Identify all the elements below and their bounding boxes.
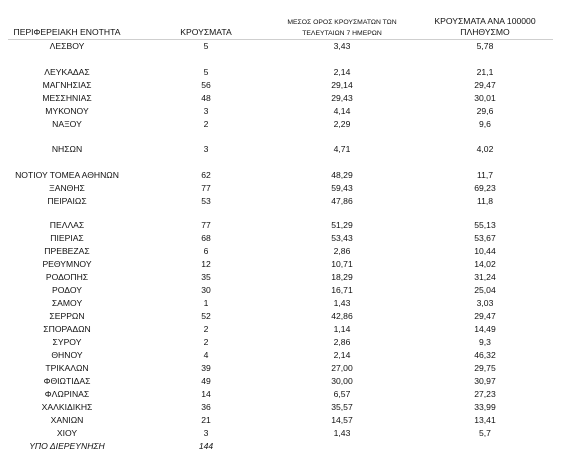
cell-per-100000: 29,75	[474, 363, 496, 373]
cell-region: ΛΕΣΒΟΥ	[49, 41, 85, 51]
cell-per-100000: 29,6	[476, 106, 494, 116]
cell-per-100000: 31,24	[474, 272, 496, 282]
cell-avg-7-days: 16,71	[331, 285, 353, 295]
cell-region: ΘΗΝΟΥ	[51, 350, 83, 360]
cell-cases: 2	[203, 337, 209, 347]
cell-avg-7-days: 53,43	[331, 233, 353, 243]
cell-avg-7-days: 4,14	[333, 106, 351, 116]
header-avg	[272, 17, 412, 39]
cell-cases: 49	[201, 376, 211, 386]
cell-cases: 3	[203, 144, 209, 154]
cell-cases: 68	[201, 233, 211, 243]
cell-per-100000: 30,97	[474, 376, 496, 386]
cell-per-100000: 13,41	[474, 415, 496, 425]
cell-avg-7-days: 59,43	[331, 183, 353, 193]
cell-region: ΠΕΙΡΑΙΩΣ	[47, 196, 87, 206]
table-row	[0, 362, 561, 374]
cell-avg-7-days: 42,86	[331, 311, 353, 321]
header-cases: ΚΡΟΥΣΜΑΤΑ	[180, 27, 232, 37]
cell-cases: 48	[201, 93, 211, 103]
cell-region: ΥΠΟ ΔΙΕΡΕΥΝΗΣΗ	[29, 441, 105, 451]
cell-per-100000: 29,47	[474, 311, 496, 321]
cell-per-100000: 14,02	[474, 259, 496, 269]
cell-avg-7-days: 1,43	[333, 428, 351, 438]
table-row	[0, 440, 561, 452]
header-avg-line1: ΜΕΣΟΣ ΟΡΟΣ ΚΡΟΥΣΜΑΤΩΝ ΤΩΝ	[287, 19, 397, 26]
cell-cases: 2	[203, 119, 209, 129]
cell-region: ΡΕΘΥΜΝΟΥ	[42, 259, 92, 269]
table-row	[0, 232, 561, 244]
cell-region: ΣΑΜΟΥ	[51, 298, 83, 308]
cell-cases: 12	[201, 259, 211, 269]
cell-cases: 144	[198, 441, 214, 451]
cell-cases: 4	[203, 350, 209, 360]
cell-avg-7-days: 2,86	[333, 337, 351, 347]
cell-region: ΠΙΕΡΙΑΣ	[50, 233, 84, 243]
cell-region: ΝΟΤΙΟΥ ΤΟΜΕΑ ΑΘΗΝΩΝ	[15, 170, 119, 180]
header-per-line1: ΚΡΟΥΣΜΑΤΑ ΑΝΑ 100000	[434, 16, 536, 26]
table-row	[0, 310, 561, 322]
cell-cases: 14	[201, 389, 211, 399]
cell-region: ΜΕΣΣΗΝΙΑΣ	[42, 93, 92, 103]
cell-cases: 52	[201, 311, 211, 321]
cell-region: ΠΡΕΒΕΖΑΣ	[44, 246, 90, 256]
table-row	[0, 297, 561, 309]
cell-per-100000: 27,23	[474, 389, 496, 399]
header-per-line2: ΠΛΗΘΥΣΜΟ	[460, 27, 510, 37]
cell-cases: 62	[201, 170, 211, 180]
cell-region: ΛΕΥΚΑΔΑΣ	[44, 67, 90, 77]
cell-region: ΠΕΛΛΑΣ	[49, 220, 85, 230]
cell-avg-7-days: 1,43	[333, 298, 351, 308]
header-region: ΠΕΡΙΦΕΡΕΙΑΚΗ ΕΝΟΤΗΤΑ	[13, 27, 121, 37]
cell-avg-7-days: 2,14	[333, 67, 351, 77]
table-row	[0, 40, 561, 52]
table-row	[0, 92, 561, 104]
table-row	[0, 105, 561, 117]
header-per-capita	[420, 16, 550, 38]
cell-cases: 35	[201, 272, 211, 282]
table-row	[0, 388, 561, 400]
cell-avg-7-days: 2,14	[333, 350, 351, 360]
cell-per-100000: 21,1	[476, 67, 494, 77]
cell-region: ΣΠΟΡΑΔΩΝ	[43, 324, 91, 334]
cell-avg-7-days: 47,86	[331, 196, 353, 206]
table-row	[0, 336, 561, 348]
cell-avg-7-days: 14,57	[331, 415, 353, 425]
cell-cases: 3	[203, 428, 209, 438]
cell-per-100000: 11,7	[476, 170, 494, 180]
cell-region: ΧΙΟΥ	[56, 428, 78, 438]
cell-per-100000: 14,49	[474, 324, 496, 334]
cell-region: ΣΕΡΡΩΝ	[49, 311, 85, 321]
cell-cases: 21	[201, 415, 211, 425]
cell-region: ΜΑΓΝΗΣΙΑΣ	[42, 80, 92, 90]
cell-cases: 30	[201, 285, 211, 295]
table-row	[0, 284, 561, 296]
cell-cases: 5	[203, 41, 209, 51]
table-row	[0, 271, 561, 283]
cell-avg-7-days: 4,71	[333, 144, 351, 154]
cell-cases: 53	[201, 196, 211, 206]
cell-per-100000: 53,67	[474, 233, 496, 243]
table-row	[0, 143, 561, 155]
table-row	[0, 169, 561, 181]
table-row	[0, 118, 561, 130]
cell-region: ΝΗΣΩΝ	[51, 144, 83, 154]
cell-region: ΧΑΛΚΙΔΙΚΗΣ	[41, 402, 93, 412]
cell-region: ΞΑΝΘΗΣ	[49, 183, 85, 193]
cell-region: ΝΑΞΟΥ	[52, 119, 82, 129]
table-row	[0, 66, 561, 78]
cell-region: ΜΥΚΟΝΟΥ	[45, 106, 89, 116]
cell-per-100000: 69,23	[474, 183, 496, 193]
cell-avg-7-days: 1,14	[333, 324, 351, 334]
cell-per-100000: 46,32	[474, 350, 496, 360]
table-row	[0, 195, 561, 207]
cell-per-100000: 9,3	[479, 337, 491, 347]
table-row	[0, 401, 561, 413]
cell-per-100000: 10,44	[474, 246, 496, 256]
cell-per-100000: 33,99	[474, 402, 496, 412]
cell-region: ΧΑΝΙΩΝ	[50, 415, 84, 425]
cell-avg-7-days: 29,14	[331, 80, 353, 90]
cell-per-100000: 5,78	[476, 41, 494, 51]
header-avg-line2: ΤΕΛΕΥΤΑΙΩΝ 7 ΗΜΕΡΩΝ	[302, 30, 382, 37]
cell-avg-7-days: 18,29	[331, 272, 353, 282]
cell-avg-7-days: 27,00	[331, 363, 353, 373]
cell-avg-7-days: 51,29	[331, 220, 353, 230]
cell-region: ΤΡΙΚΑΛΩΝ	[45, 363, 89, 373]
cell-region: ΦΛΩΡΙΝΑΣ	[44, 389, 90, 399]
cell-avg-7-days: 3,43	[333, 41, 351, 51]
table-row	[0, 375, 561, 387]
cell-per-100000: 55,13	[474, 220, 496, 230]
cell-per-100000: 9,6	[479, 119, 491, 129]
cell-cases: 39	[201, 363, 211, 373]
table-row	[0, 79, 561, 91]
cell-cases: 56	[201, 80, 211, 90]
table-row	[0, 427, 561, 439]
cell-per-100000: 11,8	[476, 196, 494, 206]
table-row	[0, 258, 561, 270]
table-row	[0, 349, 561, 361]
cell-cases: 77	[201, 183, 211, 193]
cell-avg-7-days: 6,57	[333, 389, 351, 399]
cell-per-100000: 4,02	[476, 144, 494, 154]
cell-avg-7-days: 30,00	[331, 376, 353, 386]
cell-avg-7-days: 2,29	[333, 119, 351, 129]
cell-cases: 6	[203, 246, 209, 256]
cell-cases: 36	[201, 402, 211, 412]
cell-per-100000: 5,7	[479, 428, 491, 438]
cell-avg-7-days: 48,29	[331, 170, 353, 180]
cell-cases: 5	[203, 67, 209, 77]
table-row	[0, 414, 561, 426]
cell-per-100000: 25,04	[474, 285, 496, 295]
cell-avg-7-days: 29,43	[331, 93, 353, 103]
cell-avg-7-days: 10,71	[331, 259, 353, 269]
cell-region: ΡΟΔΟΥ	[52, 285, 82, 295]
table-row	[0, 323, 561, 335]
cell-cases: 3	[203, 106, 209, 116]
cell-cases: 77	[201, 220, 211, 230]
table-row	[0, 219, 561, 231]
cell-avg-7-days: 35,57	[331, 402, 353, 412]
cell-avg-7-days: 2,86	[333, 246, 351, 256]
cell-region: ΣΥΡΟΥ	[52, 337, 82, 347]
cell-cases: 1	[203, 298, 209, 308]
cell-cases: 2	[203, 324, 209, 334]
table-row	[0, 182, 561, 194]
cell-per-100000: 29,47	[474, 80, 496, 90]
cell-per-100000: 30,01	[474, 93, 496, 103]
table-row	[0, 245, 561, 257]
cell-region: ΡΟΔΟΠΗΣ	[45, 272, 89, 282]
cell-region: ΦΘΙΩΤΙΔΑΣ	[43, 376, 91, 386]
cell-per-100000: 3,03	[476, 298, 494, 308]
